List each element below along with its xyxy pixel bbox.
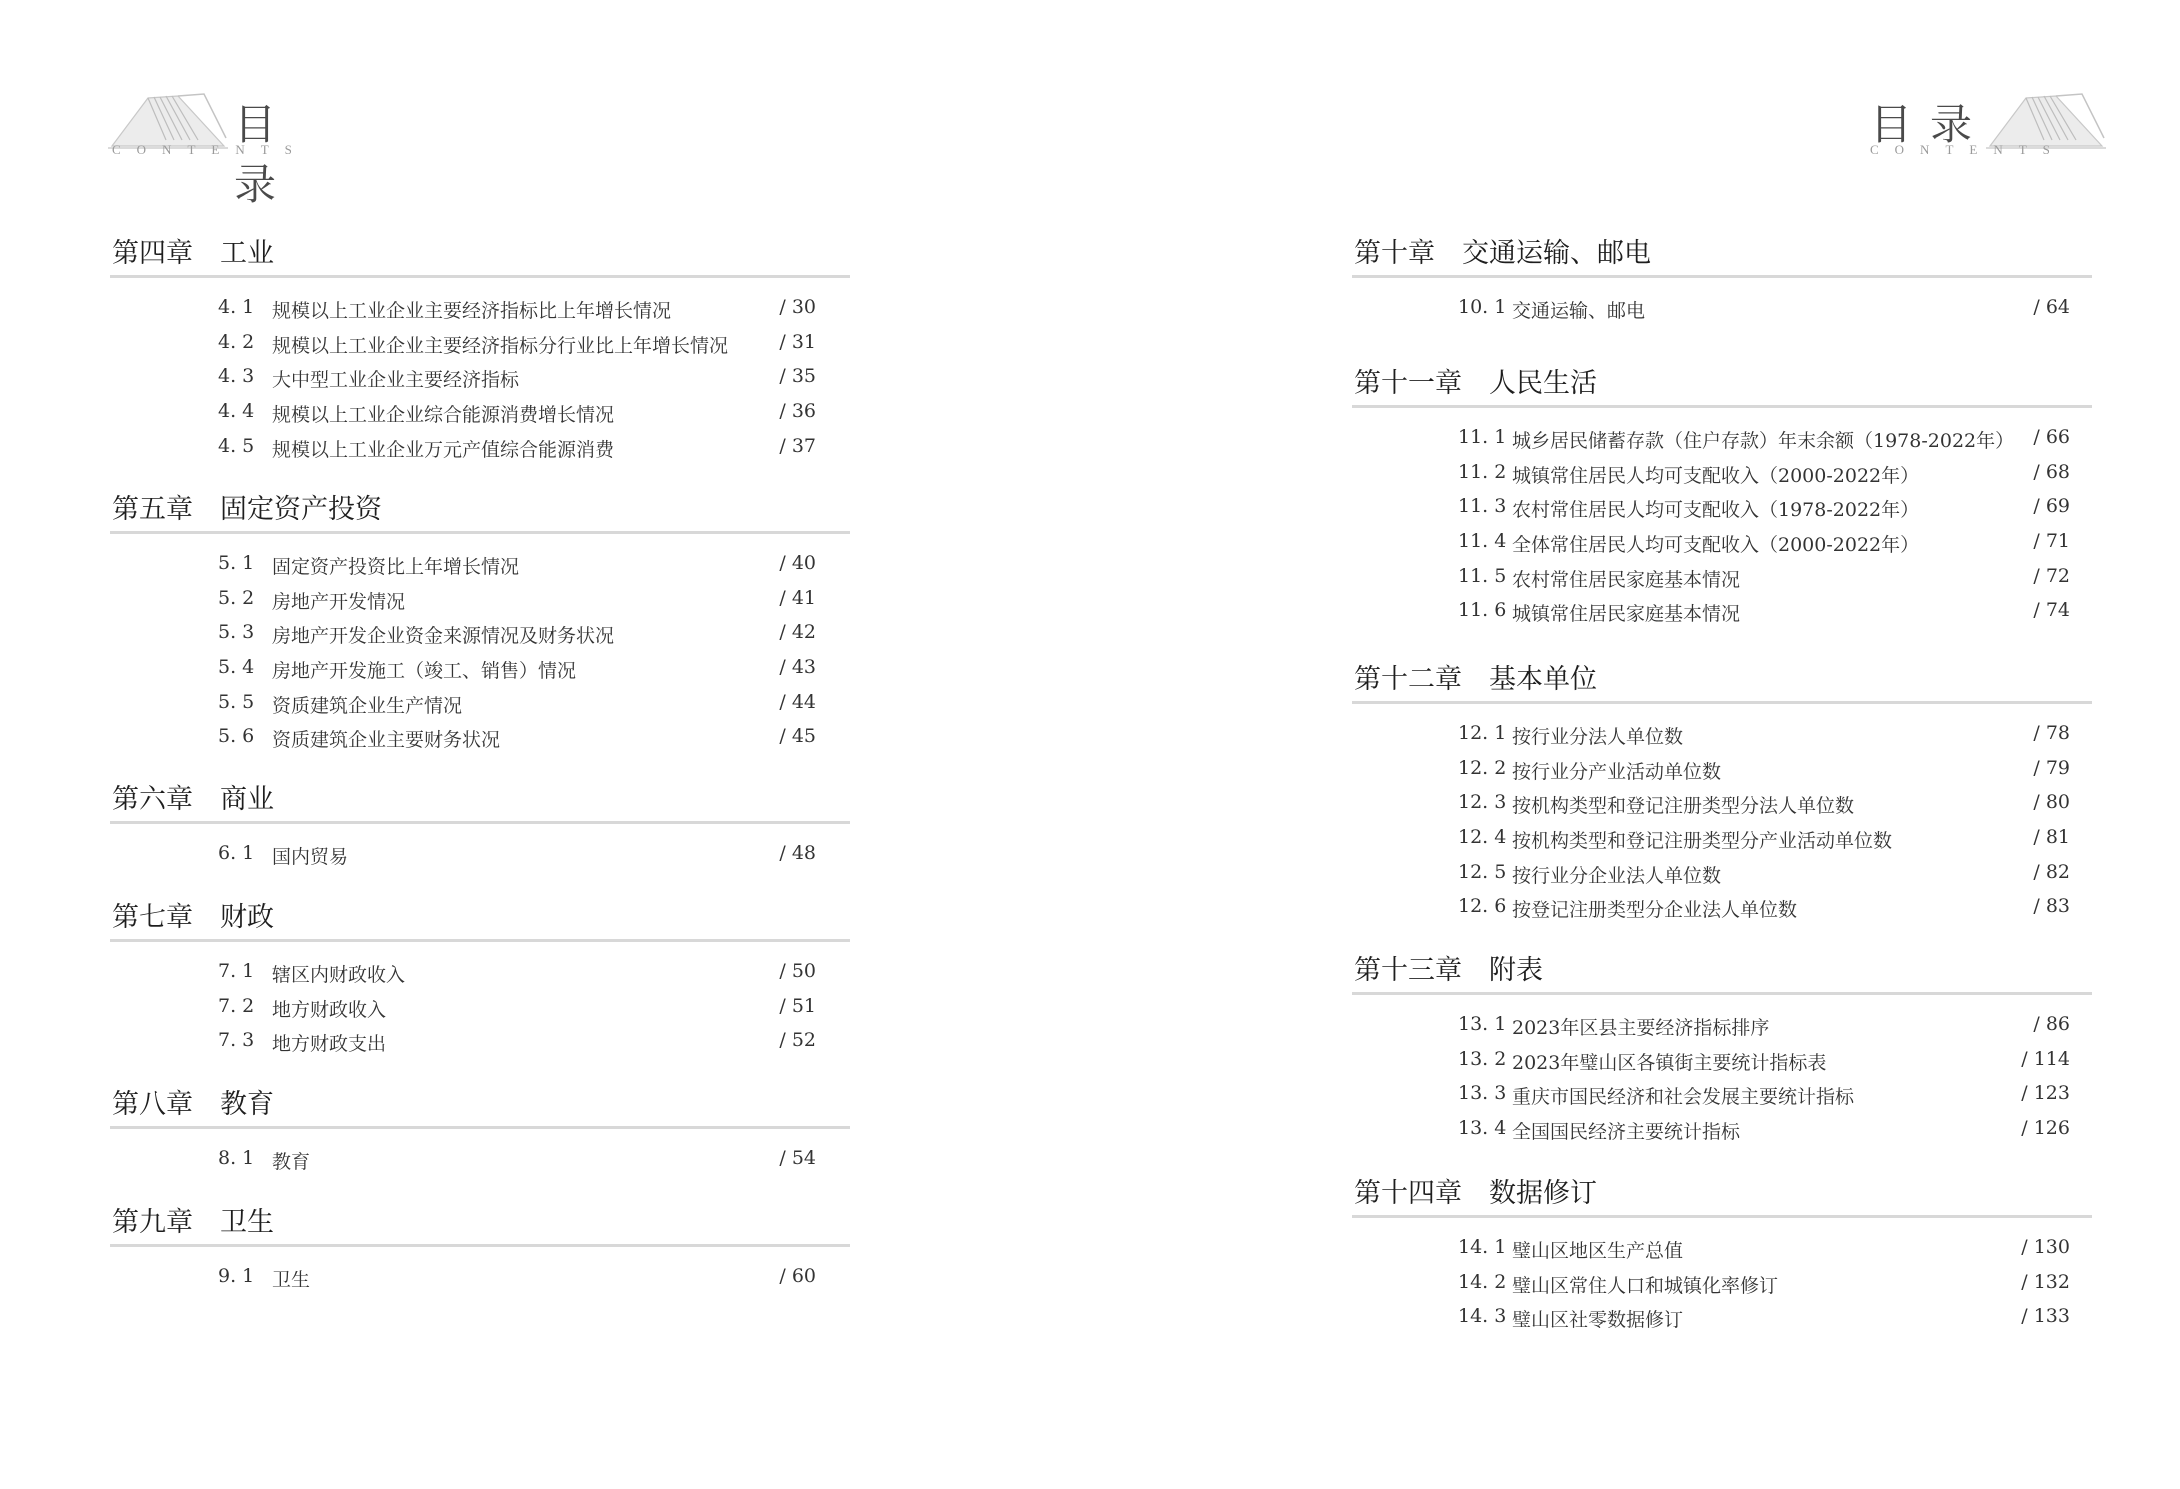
toc-entry[interactable] xyxy=(110,325,850,360)
entry-title: 交通运输、邮电 xyxy=(1512,300,1646,322)
entry-title: 2023年区县主要经济指标排序 xyxy=(1512,1017,1770,1039)
toc-entry[interactable] xyxy=(1352,1007,2092,1042)
entry-list xyxy=(1352,1230,2092,1334)
toc-entry[interactable] xyxy=(110,615,850,650)
entry-title: 2023年璧山区各镇街主要统计指标表 xyxy=(1512,1051,1827,1074)
entry-title: 地方财政支出 xyxy=(272,1033,387,1056)
toc-entry[interactable] xyxy=(1352,820,2092,855)
entry-title: 按行业分产业活动单位数 xyxy=(1512,760,1722,783)
toc-entry[interactable] xyxy=(110,650,850,685)
toc-entry[interactable] xyxy=(1352,455,2092,490)
entry-list xyxy=(110,290,850,463)
toc-entry[interactable] xyxy=(110,546,850,581)
entry-page-number: / 44 xyxy=(779,690,816,713)
toc-entry[interactable] xyxy=(1352,1230,2092,1265)
entry-title: 按登记注册类型分企业法人单位数 xyxy=(1512,899,1798,922)
toc-title: 目录 xyxy=(234,100,295,209)
entry-number: 12. 2 xyxy=(1458,756,1507,779)
entry-number: 11. 2 xyxy=(1458,460,1507,483)
entry-title: 国内贸易 xyxy=(272,846,349,868)
entry-title: 规模以上工业企业综合能源消费增长情况 xyxy=(272,404,615,427)
chapter-block xyxy=(110,782,850,871)
entry-number: 5. 3 xyxy=(218,621,255,644)
toc-entry[interactable] xyxy=(110,954,850,989)
entry-page-number: / 37 xyxy=(779,434,816,457)
entry-title: 教育 xyxy=(272,1151,311,1173)
entry-title: 农村常住居民人均可支配收入（1978-2022年） xyxy=(1512,499,1920,522)
chapter-block xyxy=(1352,236,2092,325)
entry-number: 14. 1 xyxy=(1458,1236,1507,1258)
entry-title: 大中型工业企业主要经济指标 xyxy=(272,369,520,392)
entry-number: 11. 6 xyxy=(1458,599,1507,622)
entry-page-number: / 30 xyxy=(779,296,816,318)
entry-number: 4. 3 xyxy=(218,365,255,388)
chapter-divider xyxy=(110,531,850,534)
toc-entry[interactable] xyxy=(1352,559,2092,594)
toc-subtitle: CONTENTS xyxy=(1870,142,2066,157)
entry-number: 12. 4 xyxy=(1458,826,1507,849)
chapter-divider xyxy=(1352,992,2092,995)
toc-entry[interactable] xyxy=(1352,1111,2092,1146)
entry-page-number: / 133 xyxy=(2021,1305,2070,1328)
entry-title: 重庆市国民经济和社会发展主要统计指标 xyxy=(1512,1086,1855,1109)
chapter-divider xyxy=(1352,405,2092,408)
entry-number: 12. 3 xyxy=(1458,791,1507,814)
chapter-block xyxy=(110,236,850,463)
toc-entry[interactable] xyxy=(1352,751,2092,786)
entry-page-number: / 81 xyxy=(2033,826,2070,849)
entry-number: 14. 2 xyxy=(1458,1270,1507,1293)
entry-title: 按行业分企业法人单位数 xyxy=(1512,864,1722,887)
entry-title: 璧山区常住人口和城镇化率修订 xyxy=(1512,1274,1779,1297)
entry-number: 11. 1 xyxy=(1458,426,1507,448)
entry-number: 13. 2 xyxy=(1458,1047,1507,1070)
entry-number: 11. 4 xyxy=(1458,530,1507,553)
entry-title: 房地产开发施工（竣工、销售）情况 xyxy=(272,660,577,683)
entry-page-number: / 31 xyxy=(779,330,816,353)
entry-title: 地方财政收入 xyxy=(272,998,387,1021)
chapter-block xyxy=(1352,366,2092,628)
toc-entry[interactable] xyxy=(110,719,850,754)
toc-entry[interactable] xyxy=(110,1023,850,1058)
entry-title: 规模以上工业企业主要经济指标比上年增长情况 xyxy=(272,300,672,322)
entry-number: 5. 1 xyxy=(218,552,255,574)
entry-page-number: / 64 xyxy=(2033,296,2070,318)
toc-entry[interactable] xyxy=(1352,1299,2092,1334)
toc-entry[interactable] xyxy=(110,989,850,1024)
entry-number: 11. 3 xyxy=(1458,495,1507,518)
toc-entry[interactable] xyxy=(1352,855,2092,890)
toc-entry[interactable] xyxy=(110,581,850,616)
chapter-title[interactable]: 第十三章 附表 xyxy=(1354,955,1543,986)
entry-title: 全体常住居民人均可支配收入（2000-2022年） xyxy=(1512,534,1920,557)
entry-page-number: / 52 xyxy=(779,1029,816,1052)
toc-entry[interactable] xyxy=(1352,593,2092,628)
entry-number: 5. 4 xyxy=(218,656,255,679)
entry-page-number: / 126 xyxy=(2021,1117,2070,1140)
chapter-divider xyxy=(110,1244,850,1247)
toc-entry[interactable] xyxy=(110,290,850,325)
entry-number: 12. 5 xyxy=(1458,860,1507,883)
entry-page-number: / 51 xyxy=(779,994,816,1017)
entry-title: 按行业分法人单位数 xyxy=(1512,726,1684,748)
entry-page-number: / 41 xyxy=(779,586,816,609)
entry-number: 4. 4 xyxy=(218,400,255,423)
entry-title: 城乡居民储蓄存款（住户存款）年末余额（1978-2022年） xyxy=(1512,430,2015,452)
entry-page-number: / 130 xyxy=(2021,1236,2070,1258)
entry-number: 13. 4 xyxy=(1458,1117,1507,1140)
chapter-title[interactable]: 第十一章 人民生活 xyxy=(1354,368,1597,399)
toc-title: 目录 xyxy=(1870,100,1991,149)
entry-list xyxy=(110,546,850,754)
entry-title: 资质建筑企业生产情况 xyxy=(272,694,463,717)
entry-page-number: / 123 xyxy=(2021,1082,2070,1105)
chapter-divider xyxy=(110,821,850,824)
entry-page-number: / 82 xyxy=(2033,860,2070,883)
entry-page-number: / 43 xyxy=(779,656,816,679)
chapter-block xyxy=(1352,953,2092,1146)
entry-number: 8. 1 xyxy=(218,1147,255,1169)
entry-title: 房地产开发情况 xyxy=(272,590,406,613)
chapter-divider xyxy=(1352,275,2092,278)
entry-number: 7. 3 xyxy=(218,1029,255,1052)
entry-list xyxy=(110,954,850,1058)
entry-title: 按机构类型和登记注册类型分法人单位数 xyxy=(1512,795,1855,818)
entry-number: 12. 1 xyxy=(1458,722,1507,744)
entry-title: 辖区内财政收入 xyxy=(272,964,406,986)
entry-list xyxy=(110,836,850,871)
entry-number: 5. 6 xyxy=(218,725,255,748)
chapter-divider xyxy=(110,1126,850,1129)
entry-title: 卫生 xyxy=(272,1269,311,1291)
entry-number: 9. 1 xyxy=(218,1265,255,1287)
toc-entry[interactable] xyxy=(1352,524,2092,559)
entry-title: 规模以上工业企业主要经济指标分行业比上年增长情况 xyxy=(272,334,729,357)
toc-entry[interactable] xyxy=(1352,1076,2092,1111)
chapter-title[interactable]: 第六章 商业 xyxy=(112,784,274,815)
entry-number: 13. 1 xyxy=(1458,1013,1507,1035)
toc-entry[interactable] xyxy=(110,429,850,464)
chapter-block xyxy=(1352,1176,2092,1334)
entry-page-number: / 74 xyxy=(2033,599,2070,622)
entry-list xyxy=(110,1259,850,1294)
chapter-title[interactable]: 第十二章 基本单位 xyxy=(1354,664,1597,695)
entry-page-number: / 78 xyxy=(2033,722,2070,744)
chapter-divider xyxy=(1352,1215,2092,1218)
entry-page-number: / 68 xyxy=(2033,460,2070,483)
book-logo-icon xyxy=(1986,88,2106,150)
entry-page-number: / 54 xyxy=(779,1147,816,1169)
entry-page-number: / 48 xyxy=(779,842,816,864)
toc-entry[interactable] xyxy=(1352,489,2092,524)
chapter-title[interactable]: 第十四章 数据修订 xyxy=(1354,1178,1597,1209)
toc-entry[interactable] xyxy=(1352,420,2092,455)
toc-subtitle: CONTENTS xyxy=(112,142,308,157)
toc-entry[interactable] xyxy=(1352,889,2092,924)
entry-page-number: / 86 xyxy=(2033,1013,2070,1035)
entry-title: 房地产开发企业资金来源情况及财务状况 xyxy=(272,625,615,648)
chapter-title[interactable]: 第十章 交通运输、邮电 xyxy=(1354,238,1651,269)
entry-page-number: / 66 xyxy=(2033,426,2070,448)
entry-number: 7. 2 xyxy=(218,994,255,1017)
book-logo-icon xyxy=(108,88,228,150)
toc-entry[interactable] xyxy=(110,394,850,429)
entry-page-number: / 80 xyxy=(2033,791,2070,814)
entry-page-number: / 83 xyxy=(2033,895,2070,918)
entry-list xyxy=(1352,290,2092,325)
entry-page-number: / 45 xyxy=(779,725,816,748)
entry-number: 7. 1 xyxy=(218,960,255,982)
toc-header-left xyxy=(108,88,348,209)
entry-number: 4. 2 xyxy=(218,330,255,353)
chapter-title[interactable]: 第九章 卫生 xyxy=(112,1207,274,1238)
chapter-block xyxy=(110,1205,850,1294)
entry-list xyxy=(110,1141,850,1176)
entry-page-number: / 36 xyxy=(779,400,816,423)
chapter-divider xyxy=(1352,701,2092,704)
chapter-block xyxy=(1352,662,2092,924)
toc-entry[interactable] xyxy=(110,359,850,394)
toc-entry[interactable] xyxy=(1352,785,2092,820)
entry-page-number: / 40 xyxy=(779,552,816,574)
toc-header-right xyxy=(1870,88,2110,168)
entry-page-number: / 132 xyxy=(2021,1270,2070,1293)
entry-title: 璧山区地区生产总值 xyxy=(1512,1240,1684,1262)
entry-number: 4. 1 xyxy=(218,296,255,318)
entry-title: 城镇常住居民人均可支配收入（2000-2022年） xyxy=(1512,464,1920,487)
entry-list xyxy=(1352,1007,2092,1146)
entry-number: 6. 1 xyxy=(218,842,255,864)
entry-title: 资质建筑企业主要财务状况 xyxy=(272,729,501,752)
chapter-divider xyxy=(110,275,850,278)
entry-title: 璧山区社零数据修订 xyxy=(1512,1309,1684,1332)
entry-title: 按机构类型和登记注册类型分产业活动单位数 xyxy=(1512,830,1893,853)
entry-number: 5. 2 xyxy=(218,586,255,609)
entry-page-number: / 60 xyxy=(779,1265,816,1287)
entry-page-number: / 69 xyxy=(2033,495,2070,518)
entry-number: 10. 1 xyxy=(1458,296,1507,318)
entry-page-number: / 72 xyxy=(2033,564,2070,587)
chapter-title[interactable]: 第五章 固定资产投资 xyxy=(112,494,382,525)
entry-list xyxy=(1352,716,2092,924)
toc-entry[interactable] xyxy=(110,836,850,871)
entry-title: 规模以上工业企业万元产值综合能源消费 xyxy=(272,438,615,461)
chapter-divider xyxy=(110,939,850,942)
entry-number: 12. 6 xyxy=(1458,895,1507,918)
entry-page-number: / 79 xyxy=(2033,756,2070,779)
toc-entry[interactable] xyxy=(1352,1042,2092,1077)
toc-entry[interactable] xyxy=(110,1141,850,1176)
entry-number: 5. 5 xyxy=(218,690,255,713)
toc-entry[interactable] xyxy=(1352,716,2092,751)
entry-page-number: / 114 xyxy=(2021,1047,2070,1070)
entry-number: 4. 5 xyxy=(218,434,255,457)
entry-title: 全国国民经济主要统计指标 xyxy=(1512,1121,1741,1144)
entry-page-number: / 42 xyxy=(779,621,816,644)
entry-page-number: / 71 xyxy=(2033,530,2070,553)
right-page xyxy=(1090,0,2180,1489)
entry-title: 固定资产投资比上年增长情况 xyxy=(272,556,520,578)
chapter-block xyxy=(110,1087,850,1176)
chapter-block xyxy=(110,900,850,1058)
entry-number: 13. 3 xyxy=(1458,1082,1507,1105)
entry-page-number: / 35 xyxy=(779,365,816,388)
entry-page-number: / 50 xyxy=(779,960,816,982)
entry-title: 农村常住居民家庭基本情况 xyxy=(1512,568,1741,591)
chapter-title[interactable]: 第七章 财政 xyxy=(112,902,274,933)
toc-entry[interactable] xyxy=(110,1259,850,1294)
entry-title: 城镇常住居民家庭基本情况 xyxy=(1512,603,1741,626)
chapter-title[interactable]: 第四章 工业 xyxy=(112,238,274,269)
entry-list xyxy=(1352,420,2092,628)
chapter-title[interactable]: 第八章 教育 xyxy=(112,1089,274,1120)
toc-entry[interactable] xyxy=(110,685,850,720)
entry-number: 14. 3 xyxy=(1458,1305,1507,1328)
chapter-block xyxy=(110,492,850,754)
toc-entry[interactable] xyxy=(1352,1265,2092,1300)
entry-number: 11. 5 xyxy=(1458,564,1507,587)
toc-entry[interactable] xyxy=(1352,290,2092,325)
